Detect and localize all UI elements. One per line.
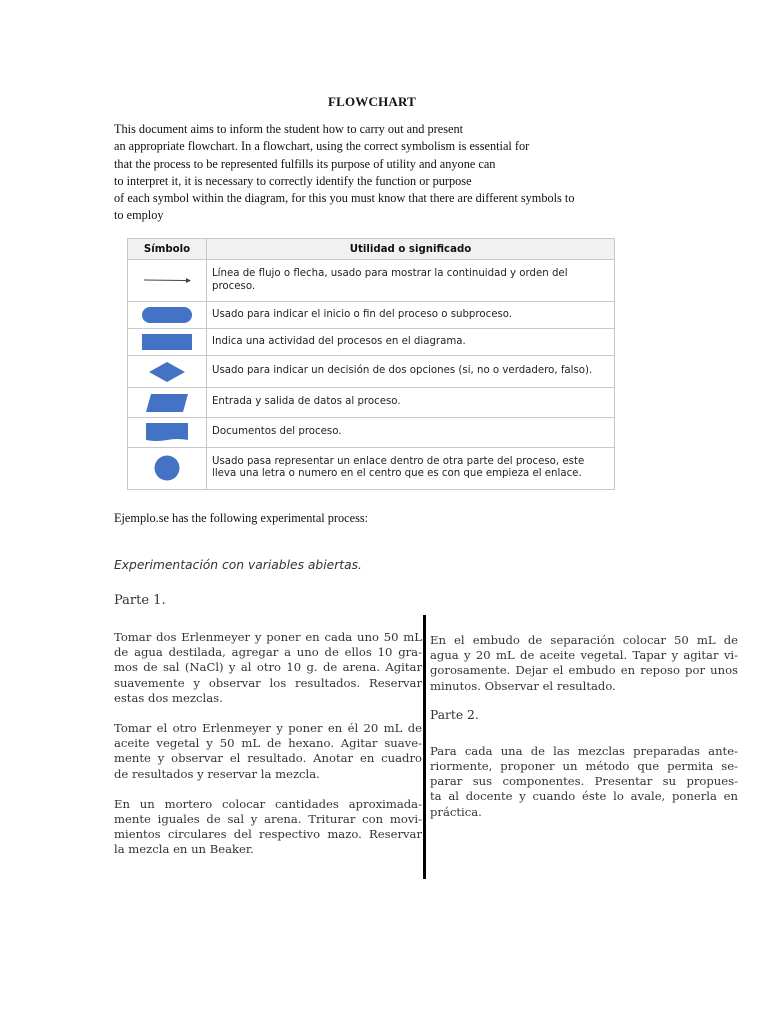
experiment-title: Experimentación con variables abiertas.	[114, 558, 362, 572]
symbol-description: Usado para indicar un decisión de dos opciones (si, no o verdadero, falso).	[207, 355, 615, 387]
text-line: Tomar el otro Erlenmeyer y poner en él 20 mL de	[114, 721, 422, 736]
instruction-paragraph	[114, 630, 422, 706]
intro-line: to employ	[114, 208, 164, 223]
circle-icon	[153, 454, 181, 482]
text-line: Para cada una de las mezclas preparadas ante-	[430, 743, 738, 758]
intro-paragraph	[114, 121, 634, 225]
table-header-row	[128, 239, 615, 260]
parallelogram-icon	[145, 393, 189, 413]
symbol-description: Usado pasa representar un enlace dentro de otra parte del proceso, este lleva una letra o numero en el centro que es con que empieza el enlace.	[207, 447, 615, 489]
symbol-description: Documentos del proceso.	[207, 418, 615, 448]
table-row	[128, 388, 615, 418]
part2-heading: Parte 2.	[430, 707, 479, 722]
diamond-icon	[147, 361, 187, 383]
symbol-cell	[128, 329, 207, 356]
document-title: FLOWCHART	[327, 94, 416, 109]
rounded-rectangle-icon	[141, 306, 193, 324]
text-line: aceite vegetal y 50 mL de hexano. Agitar suave-	[114, 736, 422, 751]
text-line: gorosamente. Dejar el embudo en reposo por unos	[430, 663, 738, 678]
text-line: agua y 20 mL de aceite vegetal. Tapar y agitar vi-	[430, 648, 738, 663]
text-line: la mezcla en un Beaker.	[114, 842, 254, 857]
rectangle-icon	[141, 333, 193, 351]
text-line: de resultados y reservar la mezcla.	[114, 766, 320, 781]
intro-line: an appropriate flowchart. In a flowchart, using the correct symbolism is essential for	[114, 139, 530, 154]
text-line: mientos circulares del respectivo mazo. Reservar	[114, 827, 422, 842]
symbol-column-header: Símbolo	[128, 239, 207, 260]
text-line: minutos. Observar el resultado.	[430, 678, 616, 693]
column-divider	[423, 615, 426, 879]
meaning-column-header: Utilidad o significado	[207, 239, 615, 260]
symbol-description: Línea de flujo o flecha, usado para mostrar la continuidad y orden del proceso.	[207, 260, 615, 302]
text-line: mente y observar el resultado. Anotar en cuadro	[114, 751, 422, 766]
text-line: mente iguales de sal y arena. Triturar con movi-	[114, 812, 422, 827]
text-line: práctica.	[430, 804, 482, 819]
symbol-cell	[128, 418, 207, 448]
instruction-paragraph	[430, 633, 738, 694]
text-line: estas dos mezclas.	[114, 690, 223, 705]
text-line: En el embudo de separación colocar 50 mL de	[430, 633, 738, 647]
left-column	[114, 630, 422, 858]
table-row	[128, 260, 615, 302]
text-line: riormente, proponer un método que permita se-	[430, 759, 738, 774]
arrow-line-icon	[142, 276, 192, 284]
intro-line: This document aims to inform the student how to carry out and present	[114, 122, 464, 136]
table-row	[128, 418, 615, 448]
instruction-paragraph	[114, 721, 422, 782]
table-row	[128, 355, 615, 387]
example-intro: Ejemplo.se has the following experimental process:	[114, 511, 369, 525]
text-line: Tomar dos Erlenmeyer y poner en cada uno 50 mL	[114, 630, 422, 644]
table-row	[128, 302, 615, 329]
symbol-cell	[128, 260, 207, 302]
part1-heading: Parte 1.	[114, 593, 166, 608]
symbol-table	[127, 238, 615, 490]
instruction-paragraph	[430, 744, 738, 820]
symbol-cell	[128, 355, 207, 387]
text-line: parar sus componentes. Presentar su propues-	[430, 774, 738, 789]
intro-line: that the process to be represented fulfills its purpose of utility and anyone can	[114, 156, 496, 171]
symbol-description: Entrada y salida de datos al proceso.	[207, 388, 615, 418]
symbol-cell	[128, 302, 207, 329]
intro-line: to interpret it, it is necessary to correctly identify the function or purpose	[114, 173, 472, 188]
text-line: En un mortero colocar cantidades aproximada-	[114, 796, 422, 811]
symbol-description: Usado para indicar el inicio o fin del proceso o subproceso.	[207, 302, 615, 329]
symbol-description: Indica una actividad del procesos en el diagrama.	[207, 329, 615, 356]
symbol-cell	[128, 447, 207, 489]
symbol-cell	[128, 388, 207, 418]
instruction-paragraph	[114, 797, 422, 858]
text-line: ta al docente y cuando éste lo avale, ponerla en	[430, 789, 738, 804]
text-line: suavemente y observar los resultados. Reservar	[114, 675, 422, 690]
text-line: de agua destilada, agregar a uno de ellos 10 gra-	[114, 645, 422, 660]
table-row	[128, 447, 615, 489]
text-line: mos de sal (NaCl) y al otro 10 g. de arena. Agitar	[114, 660, 422, 675]
right-column	[430, 633, 738, 820]
table-row	[128, 329, 615, 356]
intro-line: of each symbol within the diagram, for this you must know that there are different symbols to	[114, 191, 575, 206]
document-icon	[145, 422, 189, 442]
